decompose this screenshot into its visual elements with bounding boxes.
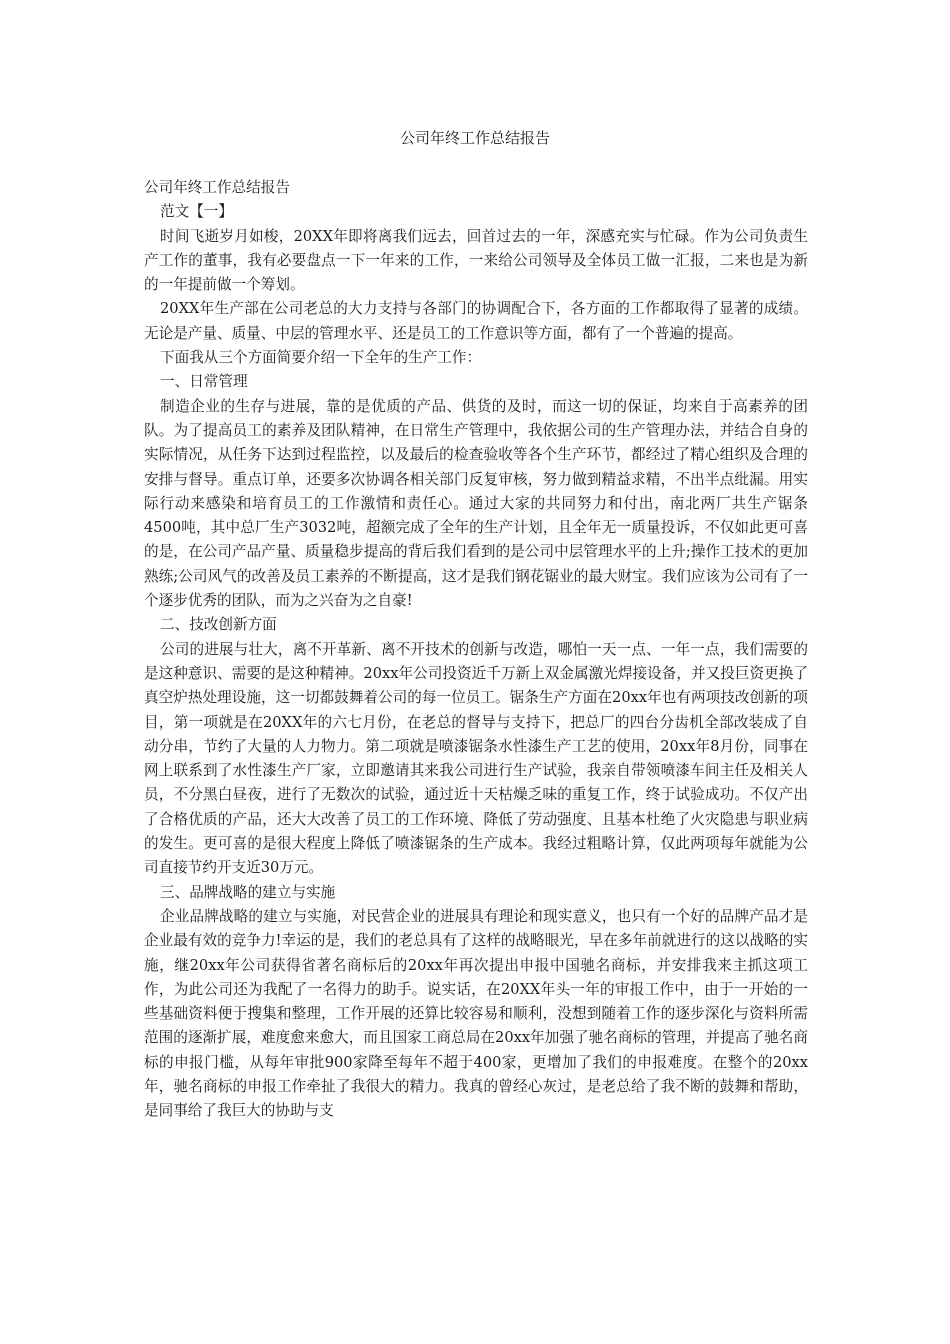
paragraph: 下面我从三个方面简要介绍一下全年的生产工作： <box>160 349 482 367</box>
section-heading: 二、技改创新方面 <box>160 616 277 634</box>
paragraph: 企业品牌战略的建立与实施，对民营企业的进展具有理论和现实意义，也只有一个好的品牌产品才是企业最有效的竞争力!幸运的是，我们的老总具有了这样的战略眼光，早在多年前就进行的这以战略的实施，继20xx年公司获得省著名商标后的20xx年再次提出申报中国驰名商标，并安排我来主抓这项工作，为此公司还为我配了一名得力的助手。说实话，在20XX年头一年的审报工作中，由于一开始的一些基础资料便于搜集和整理，工作开展的还算比较容易和顺利，没想到随着工作的逐步深化与资料所需范围的逐渐扩展，难度愈来愈大，而且国家工商总局在20xx年加强了驰名商标的管理，并提高了驰名商标的申报门槛，从每年审批900家降至每年不超于400家，更增加了我们的申报难度。在整个的20xx年，驰名商标的申报工作牵扯了我很大的精力。我真的曾经心灰过，是老总给了我不断的鼓舞和帮助，是同事给了我巨大的协助与支 <box>144 907 808 1120</box>
sample-label: 范文【一】 <box>160 203 233 221</box>
document-body <box>144 176 808 1124</box>
paragraph: 时间飞逝岁月如梭，20XX年即将离我们远去，回首过去的一年，深感充实与忙碌。作为公司负责生产工作的董事，我有必要盘点一下一年来的工作，一来给公司领导及全体员工做一汇报，二来也是为新的一年提前做一个筹划。 <box>144 227 808 294</box>
document-title: 公司年终工作总结报告 <box>399 129 550 147</box>
paragraph: 制造企业的生存与进展，靠的是优质的产品、供货的及时，而这一切的保证，均来自于高素养的团队。为了提高员工的素养及团队精神，在日常生产管理中，我依据公司的生产管理办法，并结合自身的实际情况，从任务下达到过程监控，以及最后的检查验收等各个生产环节，都经过了精心组织及合理的安排与督导。重点订单，还要多次协调各相关部门反复审核，努力做到精益求精，不出半点纰漏。用实际行动来感染和培育员工的工作激情和责任心。通过大家的共同努力和付出，南北两厂共生产锯条4500吨，其中总厂生产3032吨，超额完成了全年的生产计划，且全年无一质量投诉，不仅如此更可喜的是，在公司产品产量、质量稳步提高的背后我们看到的是公司中层管理水平的上升;操作工技术的更加熟练;公司风气的改善及员工素养的不断提高，这才是我们钢花锯业的最大财宝。我们应该为公司有了一个逐步优秀的团队，而为之兴奋为之自豪! <box>144 397 808 610</box>
section-heading: 三、品牌战略的建立与实施 <box>160 883 336 901</box>
section-heading: 一、日常管理 <box>160 373 248 391</box>
paragraph: 公司的进展与壮大，离不开革新、离不开技术的创新与改造，哪怕一天一点、一年一点，我们需要的是这种意识、需要的是这种精神。20xx年公司投资近千万新上双金属激光焊接设备，并又投巨资更换了真空炉热处理设施，这一切都鼓舞着公司的每一位员工。锯条生产方面在20xx年也有两项技改创新的项目，第一项就是在20XX年的六七月份，在老总的督导与支持下，把总厂的四台分齿机全部改装成了自动分串，节约了大量的人力物力。第二项就是喷漆锯条水性漆生产工艺的使用，20xx年8月份，同事在网上联系到了水性漆生产厂家，立即邀请其来我公司进行生产试验，我亲自带领喷漆车间主任及相关人员，不分黑白昼夜，进行了无数次的试验，通过近十天枯燥乏味的重复工作，终于试验成功。不仅产出了合格优质的产品，还大大改善了员工的工作环境、降低了劳动强度、且基本杜绝了火灾隐患与职业病的发生。更可喜的是很大程度上降低了喷漆锯条的生产成本。我经过粗略计算，仅此两项每年就能为公司直接节约开支近30万元。 <box>144 640 808 877</box>
paragraph: 20XX年生产部在公司老总的大力支持与各部门的协调配合下，各方面的工作都取得了显著的成绩。无论是产量、质量、中层的管理水平、还是员工的工作意识等方面，都有了一个普遍的提高。 <box>144 300 808 342</box>
body-heading: 公司年终工作总结报告 <box>144 179 290 196</box>
